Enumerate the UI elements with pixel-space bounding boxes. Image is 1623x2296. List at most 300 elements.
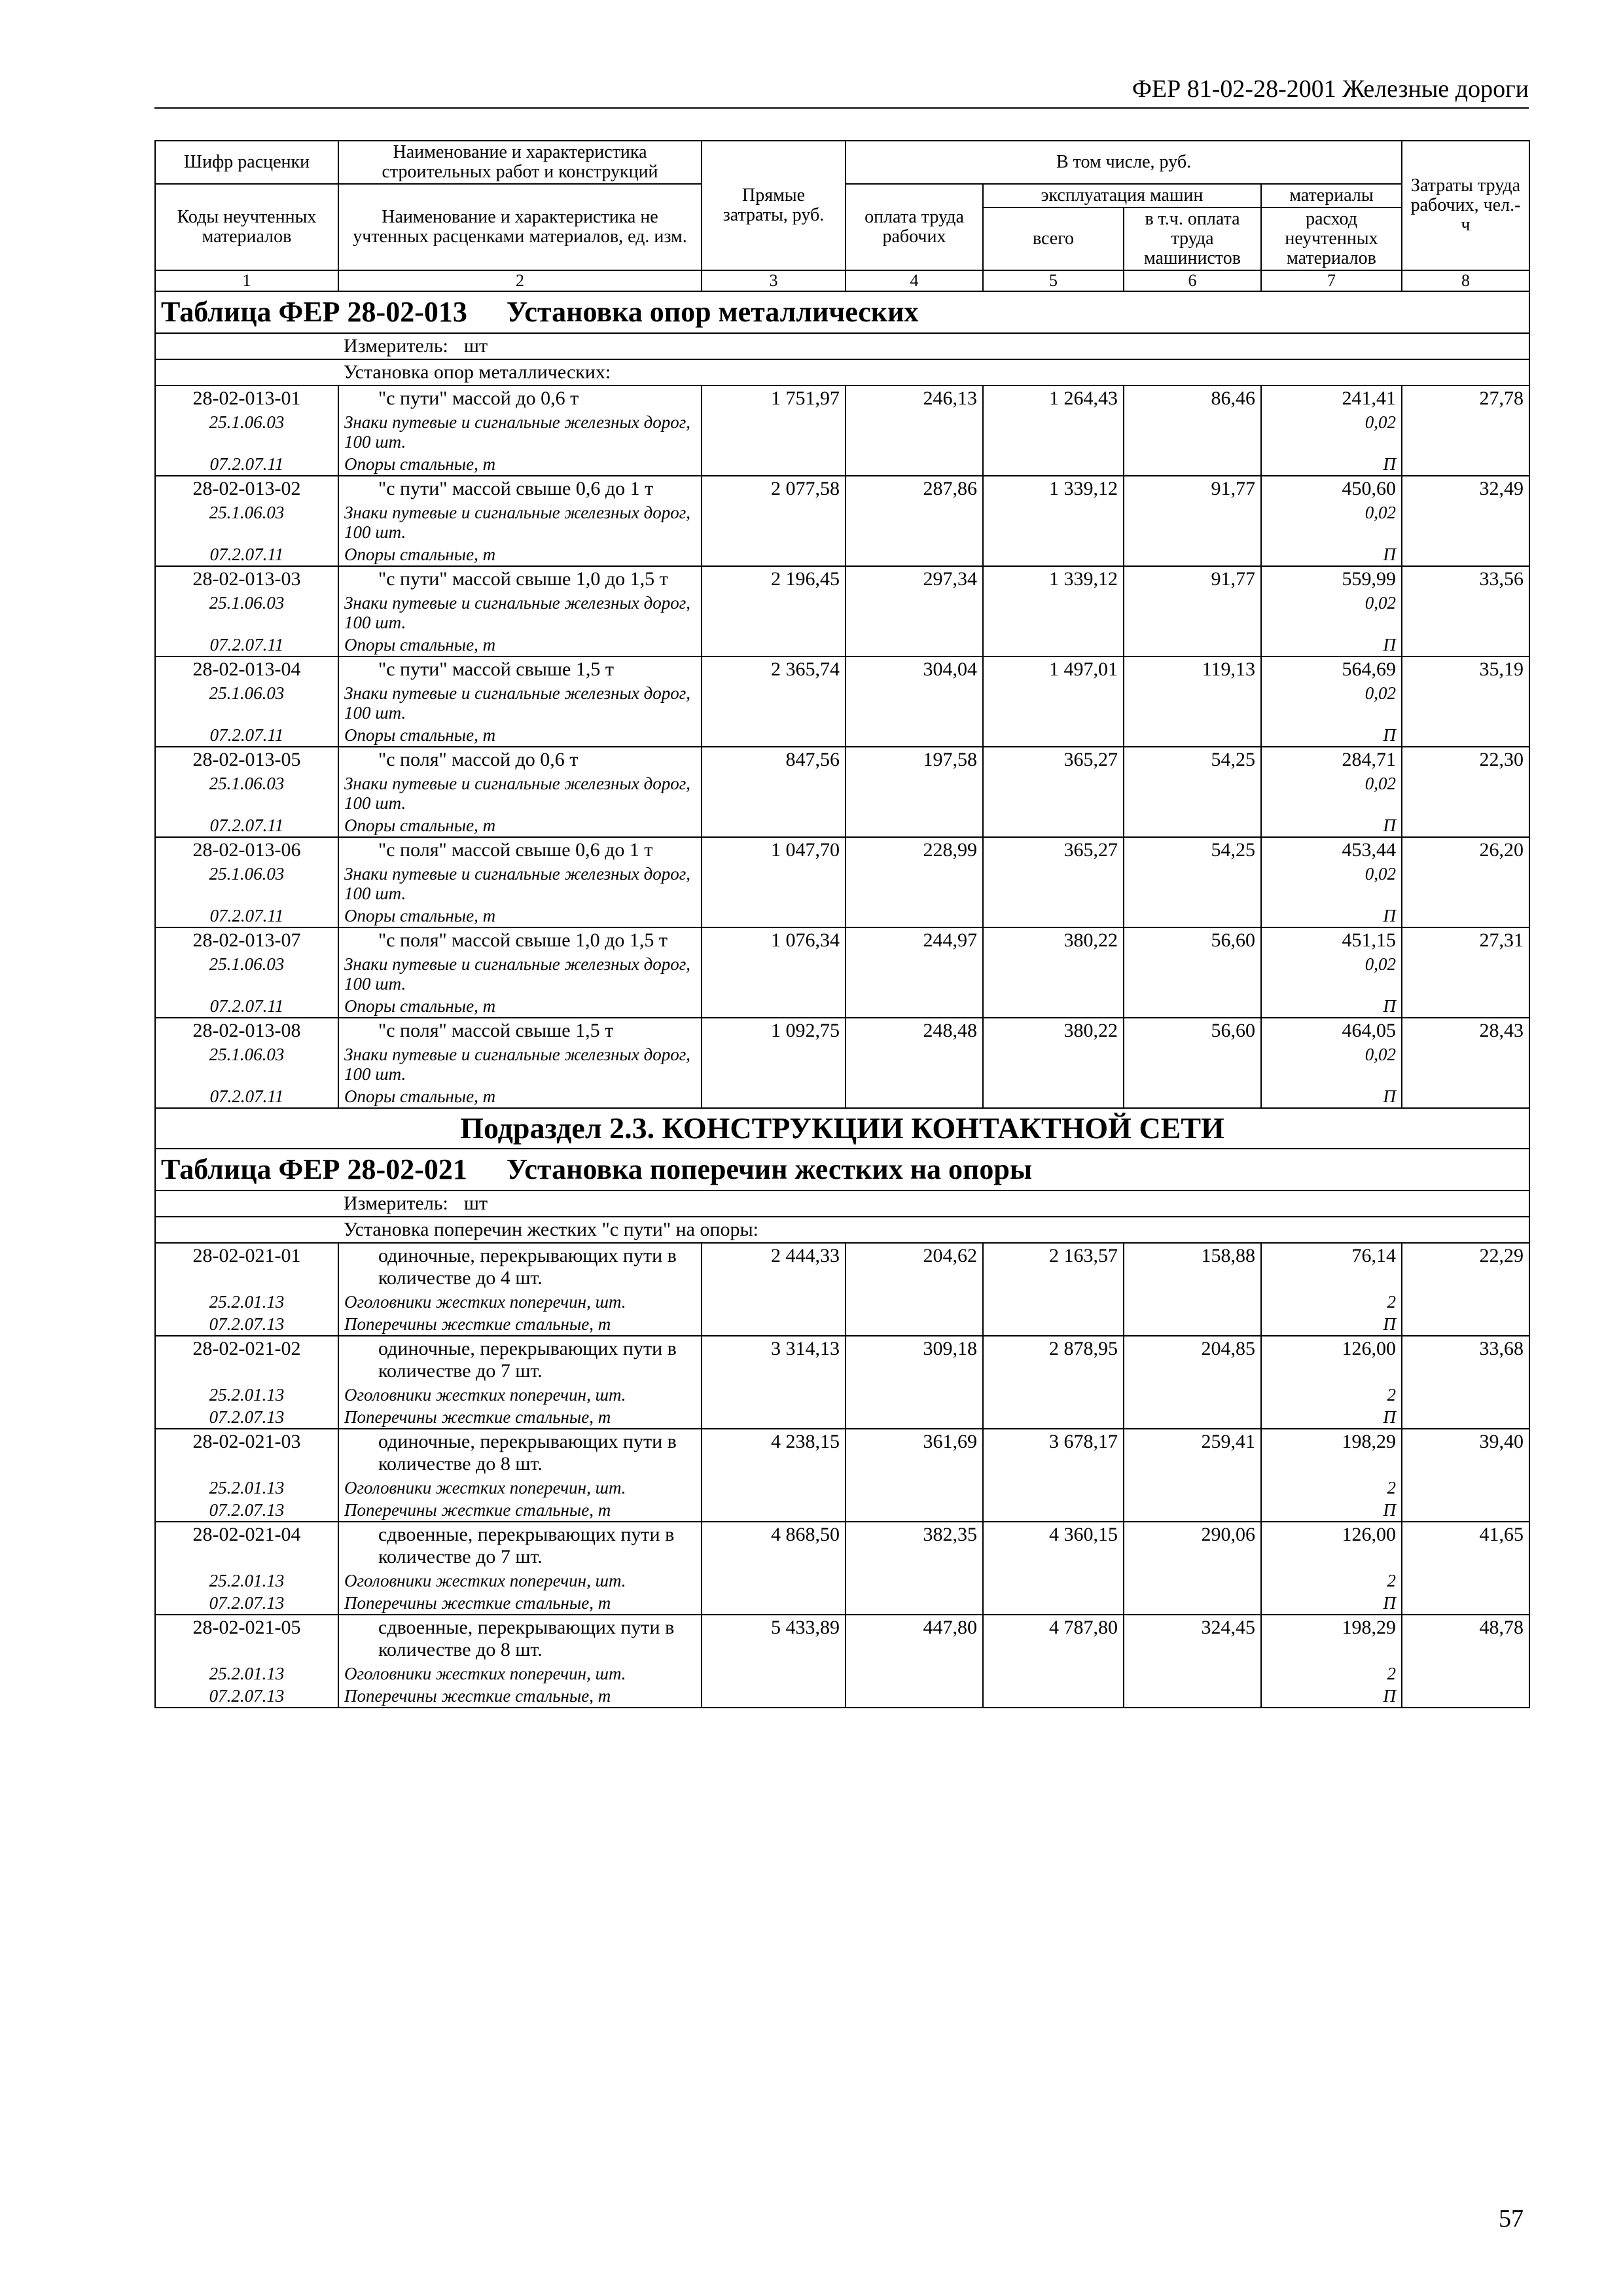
material-row [155,1570,1529,1592]
empty-cell [1402,682,1529,724]
material-consumption: П [1261,995,1402,1018]
value-c5: 365,27 [983,747,1124,772]
table-body [155,291,1529,1708]
col-header-including: В том числе, руб. [846,141,1402,184]
work-description: одиночные, перекрывающих пути в количестве до 4 шт. [338,1243,702,1291]
empty-cell [983,634,1124,656]
col-number: 5 [983,270,1124,291]
empty-cell [702,863,846,905]
col-header-wages: оплата труда рабочих [846,184,983,270]
empty-cell [846,1592,983,1615]
value-c4: 304,04 [846,656,983,682]
material-row [155,501,1529,543]
material-consumption: П [1261,1085,1402,1108]
material-name: Поперечины жесткие стальные, т [338,1499,702,1522]
value-c3: 847,56 [702,747,846,772]
value-c3: 5 433,89 [702,1615,846,1662]
table-row [155,1615,1529,1662]
material-consumption: П [1261,543,1402,566]
empty-cell [1402,592,1529,634]
empty-cell [983,453,1124,476]
material-row [155,1499,1529,1522]
material-name: Знаки путевые и сигнальные железных дорог, 100 шт. [338,501,702,543]
empty-cell [702,1499,846,1522]
empty-cell [702,1085,846,1108]
empty-cell [1124,1406,1261,1429]
group-title: Установка поперечин жестких "с пути" на опоры: [338,1217,1529,1243]
empty-cell [1124,1384,1261,1406]
empty-cell [983,592,1124,634]
material-name: Опоры стальные, т [338,724,702,747]
empty-cell [1124,411,1261,453]
table-title [155,291,1529,333]
empty-cell [1124,1043,1261,1085]
material-row [155,634,1529,656]
empty-cell [1402,1085,1529,1108]
empty-cell [1402,543,1529,566]
material-code: 25.1.06.03 [155,682,338,724]
table-row [155,656,1529,682]
empty-cell [846,1570,983,1592]
empty-cell [1124,543,1261,566]
empty-cell [846,634,983,656]
value-c8: 26,20 [1402,837,1529,863]
value-c7: 126,00 [1261,1336,1402,1384]
empty-cell [983,772,1124,814]
material-consumption: 2 [1261,1570,1402,1592]
table-row [155,386,1529,411]
empty-cell [846,1085,983,1108]
material-name: Опоры стальные, т [338,905,702,927]
empty-cell [983,1291,1124,1313]
col-header-mat-consumption: расход неучтенных материалов [1261,207,1402,270]
material-row [155,1662,1529,1685]
value-c6: 204,85 [1124,1336,1261,1384]
empty-cell [702,411,846,453]
empty-cell [983,543,1124,566]
value-c5: 1 497,01 [983,656,1124,682]
material-name: Оголовники жестких поперечин, шт. [338,1291,702,1313]
subsection-title: Подраздел 2.3. КОНСТРУКЦИИ КОНТАКТНОЙ СЕТИ [155,1108,1529,1149]
empty-cell [1402,453,1529,476]
empty-cell [1402,814,1529,837]
value-c4: 204,62 [846,1243,983,1291]
empty-cell [702,1313,846,1336]
work-description: одиночные, перекрывающих пути в количестве до 7 шт. [338,1336,702,1384]
empty-cell [702,1685,846,1708]
material-code: 07.2.07.11 [155,634,338,656]
material-consumption: 2 [1261,1477,1402,1499]
value-c6: 91,77 [1124,566,1261,592]
value-c7: 559,99 [1261,566,1402,592]
blank-cell [155,1191,338,1217]
empty-cell [983,1685,1124,1708]
empty-cell [983,411,1124,453]
measure-row [155,1191,1529,1217]
empty-cell [1124,1313,1261,1336]
value-c5: 380,22 [983,1018,1124,1043]
empty-cell [1124,634,1261,656]
empty-cell [1402,1662,1529,1685]
work-description: "с поля" массой до 0,6 т [338,747,702,772]
empty-cell [1124,1662,1261,1685]
material-consumption: П [1261,1313,1402,1336]
measure-label: Измеритель: [344,335,448,357]
material-consumption: 0,02 [1261,501,1402,543]
material-row [155,905,1529,927]
material-consumption: 0,02 [1261,772,1402,814]
col-number: 4 [846,270,983,291]
material-row [155,1592,1529,1615]
empty-cell [702,905,846,927]
material-code: 07.2.07.11 [155,1085,338,1108]
empty-cell [983,1384,1124,1406]
col-number: 8 [1402,270,1529,291]
empty-cell [1402,995,1529,1018]
blank-cell [155,359,338,386]
value-c5: 1 339,12 [983,566,1124,592]
material-code: 07.2.07.13 [155,1406,338,1429]
material-consumption: 2 [1261,1662,1402,1685]
empty-cell [983,682,1124,724]
empty-cell [1124,1477,1261,1499]
material-name: Оголовники жестких поперечин, шт. [338,1384,702,1406]
empty-cell [1402,1384,1529,1406]
empty-cell [846,863,983,905]
material-code: 25.2.01.13 [155,1662,338,1685]
value-c7: 451,15 [1261,927,1402,953]
empty-cell [1402,905,1529,927]
material-name: Знаки путевые и сигнальные железных дорог, 100 шт. [338,1043,702,1085]
empty-cell [983,1570,1124,1592]
empty-cell [846,453,983,476]
material-consumption: П [1261,1406,1402,1429]
work-description: "с пути" массой свыше 1,5 т [338,656,702,682]
col-header-code: Шифр расценки [155,141,338,184]
empty-cell [1402,1291,1529,1313]
value-c8: 33,56 [1402,566,1529,592]
empty-cell [983,501,1124,543]
empty-cell [702,543,846,566]
empty-cell [1124,1291,1261,1313]
col-header-direct: Прямые затраты, руб. [702,141,846,270]
empty-cell [1402,1313,1529,1336]
rate-code: 28-02-013-01 [155,386,338,411]
material-consumption: П [1261,634,1402,656]
empty-cell [1402,724,1529,747]
material-code: 07.2.07.11 [155,453,338,476]
material-row [155,1085,1529,1108]
table-row [155,1429,1529,1477]
work-description: сдвоенные, перекрывающих пути в количестве до 7 шт. [338,1522,702,1570]
material-consumption: П [1261,453,1402,476]
empty-cell [1124,1685,1261,1708]
empty-cell [702,592,846,634]
work-description: "с пути" массой до 0,6 т [338,386,702,411]
rate-code: 28-02-021-05 [155,1615,338,1662]
value-c4: 228,99 [846,837,983,863]
empty-cell [702,1406,846,1429]
value-c6: 290,06 [1124,1522,1261,1570]
measure-cell [338,333,1529,359]
subsection-row [155,1108,1529,1149]
empty-cell [983,1085,1124,1108]
material-consumption: П [1261,905,1402,927]
material-code: 25.2.01.13 [155,1477,338,1499]
value-c6: 86,46 [1124,386,1261,411]
material-row [155,953,1529,995]
material-code: 25.1.06.03 [155,411,338,453]
empty-cell [1124,1592,1261,1615]
material-row [155,1384,1529,1406]
value-c3: 2 196,45 [702,566,846,592]
value-c6: 54,25 [1124,747,1261,772]
empty-cell [1124,453,1261,476]
value-c6: 119,13 [1124,656,1261,682]
value-c4: 287,86 [846,476,983,501]
material-name: Знаки путевые и сигнальные железных дорог, 100 шт. [338,772,702,814]
value-c4: 447,80 [846,1615,983,1662]
empty-cell [983,724,1124,747]
material-name: Знаки путевые и сигнальные железных дорог, 100 шт. [338,682,702,724]
rate-code: 28-02-013-06 [155,837,338,863]
value-c6: 54,25 [1124,837,1261,863]
material-consumption: 0,02 [1261,863,1402,905]
empty-cell [983,995,1124,1018]
rate-code: 28-02-013-02 [155,476,338,501]
empty-cell [846,1685,983,1708]
empty-cell [1402,1477,1529,1499]
empty-cell [846,501,983,543]
material-consumption: 0,02 [1261,682,1402,724]
value-c3: 1 751,97 [702,386,846,411]
work-description: "с пути" массой свыше 1,0 до 1,5 т [338,566,702,592]
empty-cell [702,1477,846,1499]
empty-cell [1124,1085,1261,1108]
material-consumption: П [1261,1592,1402,1615]
value-c5: 380,22 [983,927,1124,953]
empty-cell [846,1313,983,1336]
value-c7: 76,14 [1261,1243,1402,1291]
empty-cell [702,953,846,995]
empty-cell [1402,772,1529,814]
value-c6: 56,60 [1124,1018,1261,1043]
material-row [155,995,1529,1018]
material-row [155,772,1529,814]
value-c6: 259,41 [1124,1429,1261,1477]
material-name: Поперечины жесткие стальные, т [338,1406,702,1429]
material-consumption: 0,02 [1261,1043,1402,1085]
material-row [155,543,1529,566]
rate-code: 28-02-013-05 [155,747,338,772]
group-title: Установка опор металлических: [338,359,1529,386]
table-row [155,927,1529,953]
measure-row [155,333,1529,359]
value-c6: 91,77 [1124,476,1261,501]
empty-cell [1402,1499,1529,1522]
empty-cell [983,905,1124,927]
material-row [155,1313,1529,1336]
value-c5: 4 360,15 [983,1522,1124,1570]
empty-cell [846,772,983,814]
value-c7: 284,71 [1261,747,1402,772]
value-c5: 1 339,12 [983,476,1124,501]
work-description: "с поля" массой свыше 1,5 т [338,1018,702,1043]
material-name: Опоры стальные, т [338,634,702,656]
empty-cell [983,953,1124,995]
col-header-machines: эксплуатация машин [983,184,1261,207]
material-consumption: П [1261,724,1402,747]
value-c3: 2 365,74 [702,656,846,682]
value-c5: 4 787,80 [983,1615,1124,1662]
material-code: 07.2.07.13 [155,1499,338,1522]
value-c8: 39,40 [1402,1429,1529,1477]
empty-cell [983,1499,1124,1522]
blank-cell [155,1217,338,1243]
col-header-mat-names: Наименование и характеристика не учтенных расценками материалов, ед. изм. [338,184,702,270]
value-c3: 3 314,13 [702,1336,846,1384]
empty-cell [846,592,983,634]
value-c3: 4 868,50 [702,1522,846,1570]
material-code: 25.2.01.13 [155,1384,338,1406]
empty-cell [846,814,983,837]
value-c7: 564,69 [1261,656,1402,682]
material-row [155,814,1529,837]
value-c4: 248,48 [846,1018,983,1043]
measure-unit: шт [463,335,488,357]
value-c3: 2 077,58 [702,476,846,501]
measure-label: Измеритель: [344,1193,448,1214]
value-c7: 464,05 [1261,1018,1402,1043]
value-c8: 41,65 [1402,1522,1529,1570]
value-c3: 1 076,34 [702,927,846,953]
empty-cell [1124,682,1261,724]
material-code: 07.2.07.11 [155,724,338,747]
empty-cell [1124,592,1261,634]
value-c3: 1 047,70 [702,837,846,863]
group-row [155,359,1529,386]
empty-cell [983,1043,1124,1085]
rate-code: 28-02-021-04 [155,1522,338,1570]
empty-cell [702,995,846,1018]
value-c8: 27,78 [1402,386,1529,411]
material-row [155,1291,1529,1313]
empty-cell [1124,863,1261,905]
empty-cell [1124,953,1261,995]
material-code: 25.1.06.03 [155,501,338,543]
value-c6: 56,60 [1124,927,1261,953]
value-c4: 244,97 [846,927,983,953]
empty-cell [846,1291,983,1313]
material-code: 25.1.06.03 [155,1043,338,1085]
material-code: 07.2.07.11 [155,905,338,927]
table-row [155,837,1529,863]
table-title-row [155,1149,1529,1191]
table-label: Таблица ФЕР 28-02-013 [161,296,467,328]
value-c4: 309,18 [846,1336,983,1384]
value-c8: 27,31 [1402,927,1529,953]
empty-cell [1402,1592,1529,1615]
rate-code: 28-02-021-02 [155,1336,338,1384]
empty-cell [702,634,846,656]
work-description: "с поля" массой свыше 1,0 до 1,5 т [338,927,702,953]
price-table [154,140,1530,1708]
table-row [155,566,1529,592]
empty-cell [702,1662,846,1685]
value-c7: 453,44 [1261,837,1402,863]
material-consumption: П [1261,1499,1402,1522]
empty-cell [846,1384,983,1406]
empty-cell [1402,953,1529,995]
material-consumption: П [1261,1685,1402,1708]
material-consumption: 0,02 [1261,592,1402,634]
empty-cell [983,1477,1124,1499]
empty-cell [1402,1043,1529,1085]
material-consumption: 0,02 [1261,953,1402,995]
material-name: Знаки путевые и сигнальные железных дорог, 100 шт. [338,863,702,905]
value-c4: 361,69 [846,1429,983,1477]
table-row [155,1018,1529,1043]
col-number: 6 [1124,270,1261,291]
material-name: Опоры стальные, т [338,995,702,1018]
value-c3: 2 444,33 [702,1243,846,1291]
empty-cell [846,1499,983,1522]
empty-cell [1402,1406,1529,1429]
col-number: 2 [338,270,702,291]
material-code: 25.1.06.03 [155,592,338,634]
material-code: 07.2.07.13 [155,1313,338,1336]
empty-cell [702,814,846,837]
empty-cell [702,1592,846,1615]
measure-cell [338,1191,1529,1217]
empty-cell [846,1662,983,1685]
value-c6: 324,45 [1124,1615,1261,1662]
work-description: "с поля" массой свыше 0,6 до 1 т [338,837,702,863]
work-description: сдвоенные, перекрывающих пути в количестве до 8 шт. [338,1615,702,1662]
value-c8: 48,78 [1402,1615,1529,1662]
material-name: Опоры стальные, т [338,453,702,476]
value-c5: 1 264,43 [983,386,1124,411]
value-c5: 365,27 [983,837,1124,863]
value-c4: 382,35 [846,1522,983,1570]
rate-code: 28-02-021-03 [155,1429,338,1477]
material-row [155,592,1529,634]
material-code: 25.1.06.03 [155,772,338,814]
material-row [155,682,1529,724]
empty-cell [983,1592,1124,1615]
material-consumption: 0,02 [1261,411,1402,453]
value-c5: 2 163,57 [983,1243,1124,1291]
material-name: Опоры стальные, т [338,814,702,837]
rate-code: 28-02-013-07 [155,927,338,953]
table-title-row [155,291,1529,333]
empty-cell [846,682,983,724]
value-c3: 4 238,15 [702,1429,846,1477]
empty-cell [1402,1570,1529,1592]
material-name: Знаки путевые и сигнальные железных дорог, 100 шт. [338,953,702,995]
material-name: Оголовники жестких поперечин, шт. [338,1662,702,1685]
table-row [155,1243,1529,1291]
material-code: 25.2.01.13 [155,1570,338,1592]
empty-cell [846,543,983,566]
table-title [155,1149,1529,1191]
blank-cell [155,333,338,359]
material-row [155,1477,1529,1499]
empty-cell [846,724,983,747]
value-c8: 22,29 [1402,1243,1529,1291]
value-c7: 198,29 [1261,1429,1402,1477]
value-c7: 241,41 [1261,386,1402,411]
